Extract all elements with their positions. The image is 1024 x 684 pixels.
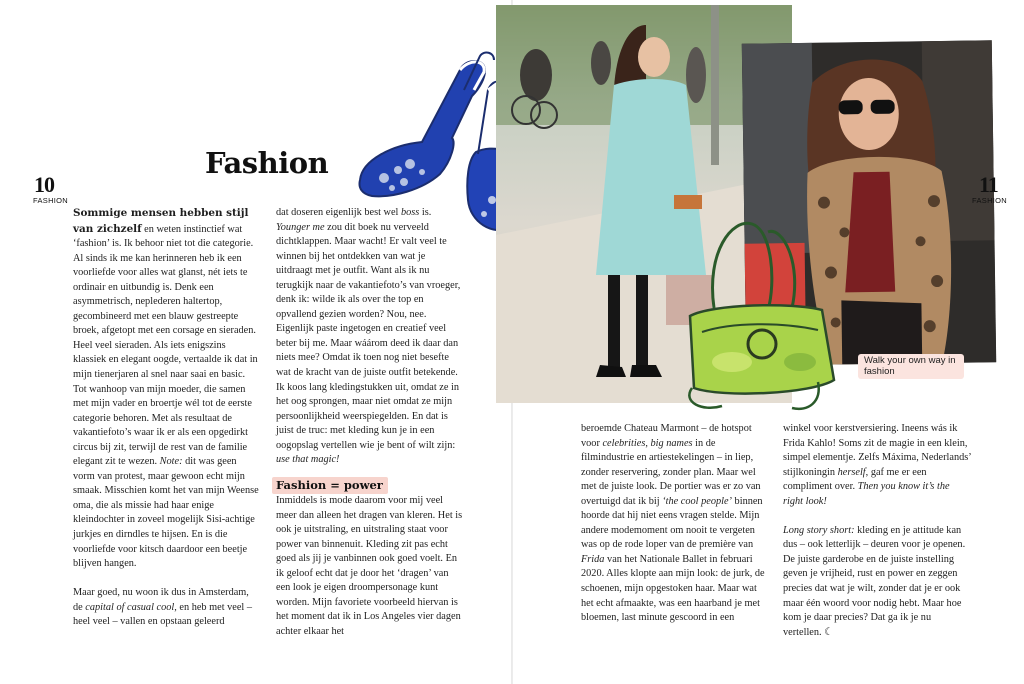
- paragraph-text: Inmiddels is mode daarom voor mij veel meer dan alleen het dragen van kleren. Het is ook je uitstraling, en uitstraling staat voor power van binnenuit. Kleding zit pas echt goed als jij je vanbinnen ook goed voelt. En ik geloof echt dat je door het ‘dragen’ van een look je eigen droompersonage kunt worden. Mijn favoriete voorbeeld hiervan is het moment dat ik in Los Angeles vier dagen achter elkaar het: [276, 495, 463, 637]
- page-number-left: 10: [34, 172, 54, 197]
- emphasis-text: use that magic!: [276, 454, 340, 466]
- paragraph-text: en weten instinctief wat ‘fashion’ is. Ik behoor niet tot die categorie. Al sinds ik me kan herinneren heb ik een voorliefde voor alles wat glanst, nét iets te ordinair en uitbundig is. Denk een asymmetrisch, neplederen haltertop, gecombineerd met een blauw gestreepte broek, afgetopt met een corsage en sieraden. Heel veel sieraden. Als iets enigszins klassiek en elegant oogde, vertaalde ik dat in mijn tienerjaren al snel naar saai en basic. Tot wanhoop van mijn moeder, die samen met mijn vader en broertje wél tot de eerste categorie behoren. Met als resultaat de vakantiefoto’s waar ik er als een opgedirkt circus bij zit, terwijl de rest van de familie elegant zit te wezen.: [73, 223, 258, 468]
- emphasis-text: Then you know it’s the right look!: [783, 481, 950, 507]
- photo-caption: Walk your own way in fashion: [858, 354, 964, 379]
- emphasis-text: ‘the cool people’: [662, 495, 732, 507]
- paragraph-text: Maar goed, nu woon ik dus in Amsterdam, de: [73, 587, 249, 613]
- paragraph-text: zou dit boek nu verveeld dichtklappen. Maar wacht! Er valt veel te winnen bij het ontdekken van wat je uitdraagt met je outfit. Want als ik nu terugkijk naar de vakantiefoto’s van vroeger, denk ik: wilde ik als over the top en opvallend gezien worden? Nou, nee. Eigenlijk paste ingetogen en creatief veel beter bij me. Maar wáárom deed ik daar dan niets mee? Omdat ik toen nog niet besefte wat de kracht van de juiste outfit betekende. Ik koos lang kledingstukken uit, omdat ze in het oog sprongen, maar niet omdat ze mijn persoonlijkheid weerspiegelden. En dat is juist de truc: met kleding kun je in een oogopslag vertellen wie je bent of wilt zijn:: [276, 221, 461, 451]
- emphasis-text: herself: [837, 466, 866, 478]
- note-label: Note:: [159, 456, 183, 468]
- paragraph-text: , gaf me er een compliment over.: [783, 466, 927, 493]
- end-mark-icon: ☾: [824, 626, 834, 638]
- article-title: Fashion: [205, 146, 329, 180]
- emphasis-text: boss: [400, 207, 420, 218]
- paragraph-text: dit was geen vorm van protest, maar gewoon echt mijn smaak. Misschien komt het van mijn Weense oma, die als missie had haar enige kleindochter in zoveel mogelijk Sisi-achtige jurkjes en dirndles te hijsen. En is die voorliefde voor kitsch daardoor een beetje blijven hangen.: [73, 456, 259, 570]
- paragraph-text: van het Nationale Ballet in februari 2020. Alles klopte aan mijn look: de jurk, de schoenen, mijn opgestoken haar. Maar wat het echt afmaakte, was een haarband je met bloemen, last minute gescoord in een: [581, 553, 765, 624]
- section-label-left: FASHION: [33, 196, 69, 205]
- article-column-3: [581, 422, 769, 640]
- green-handbag-illustration: [672, 212, 848, 422]
- article-column-1: [73, 206, 259, 644]
- paragraph-text: , en heb met veel – heel veel – vallen en opstaan geleerd: [73, 601, 253, 628]
- article-column-2-continued: [276, 494, 464, 654]
- emphasis-text: Younger me: [276, 221, 325, 233]
- emphasis-text: celebrities: [602, 437, 646, 449]
- emphasis-text: capital of casual cool: [85, 601, 175, 613]
- paragraph-text: ,: [645, 437, 651, 449]
- paragraph-text: winkel voor kerstversiering. Ineens wás ik Frida Kahlo! Soms zit de magie in een klein, simpel elementje. Zelfs Máxima, Nederlands’ stijlkoningin: [783, 423, 971, 478]
- emphasis-text: Long story short:: [783, 524, 855, 536]
- section-label-right: FASHION: [972, 196, 1008, 205]
- article-column-2: [276, 206, 462, 468]
- emphasis-text: Frida: [581, 553, 605, 565]
- emphasis-text: big names: [650, 437, 693, 449]
- paragraph-text: kleding en je attitude kan dus – ook letterlijk – deuren voor je openen. De juiste garderobe en de juiste instelling geven je vrijheid, rust en power en zeggen precies dat wat je wilt, zonder dat je er ook maar één woord voor nodig hebt. Maar hoe kom je daar precies? Dat ga ik je nu vertellen.: [783, 524, 966, 638]
- lead-in: Sommige mensen hebben stijl van zichzelf: [73, 207, 249, 235]
- paragraph-text: beroemde Chateau Marmont – de hotspot voor: [581, 423, 752, 449]
- page-number-right: 11: [979, 172, 998, 197]
- paragraph-text: is.: [419, 207, 432, 218]
- article-column-4: [783, 422, 971, 655]
- paragraph-text: binnen hoorde dat hij niet eens vragen stelde. Mijn andere modemoment om nooit te vergeten was op de rode loper van de première van: [581, 495, 763, 551]
- subheading-fashion-power: Fashion = power: [272, 477, 388, 494]
- paragraph-text: dat doseren eigenlijk best wel: [276, 207, 401, 218]
- paragraph-text: in de filmindustrie en artiestekelingen – in liep, zonder reservering, zonder plan. Maar wel met de juiste look. De portier was er zo van overtuigd dat ik bij: [581, 437, 761, 507]
